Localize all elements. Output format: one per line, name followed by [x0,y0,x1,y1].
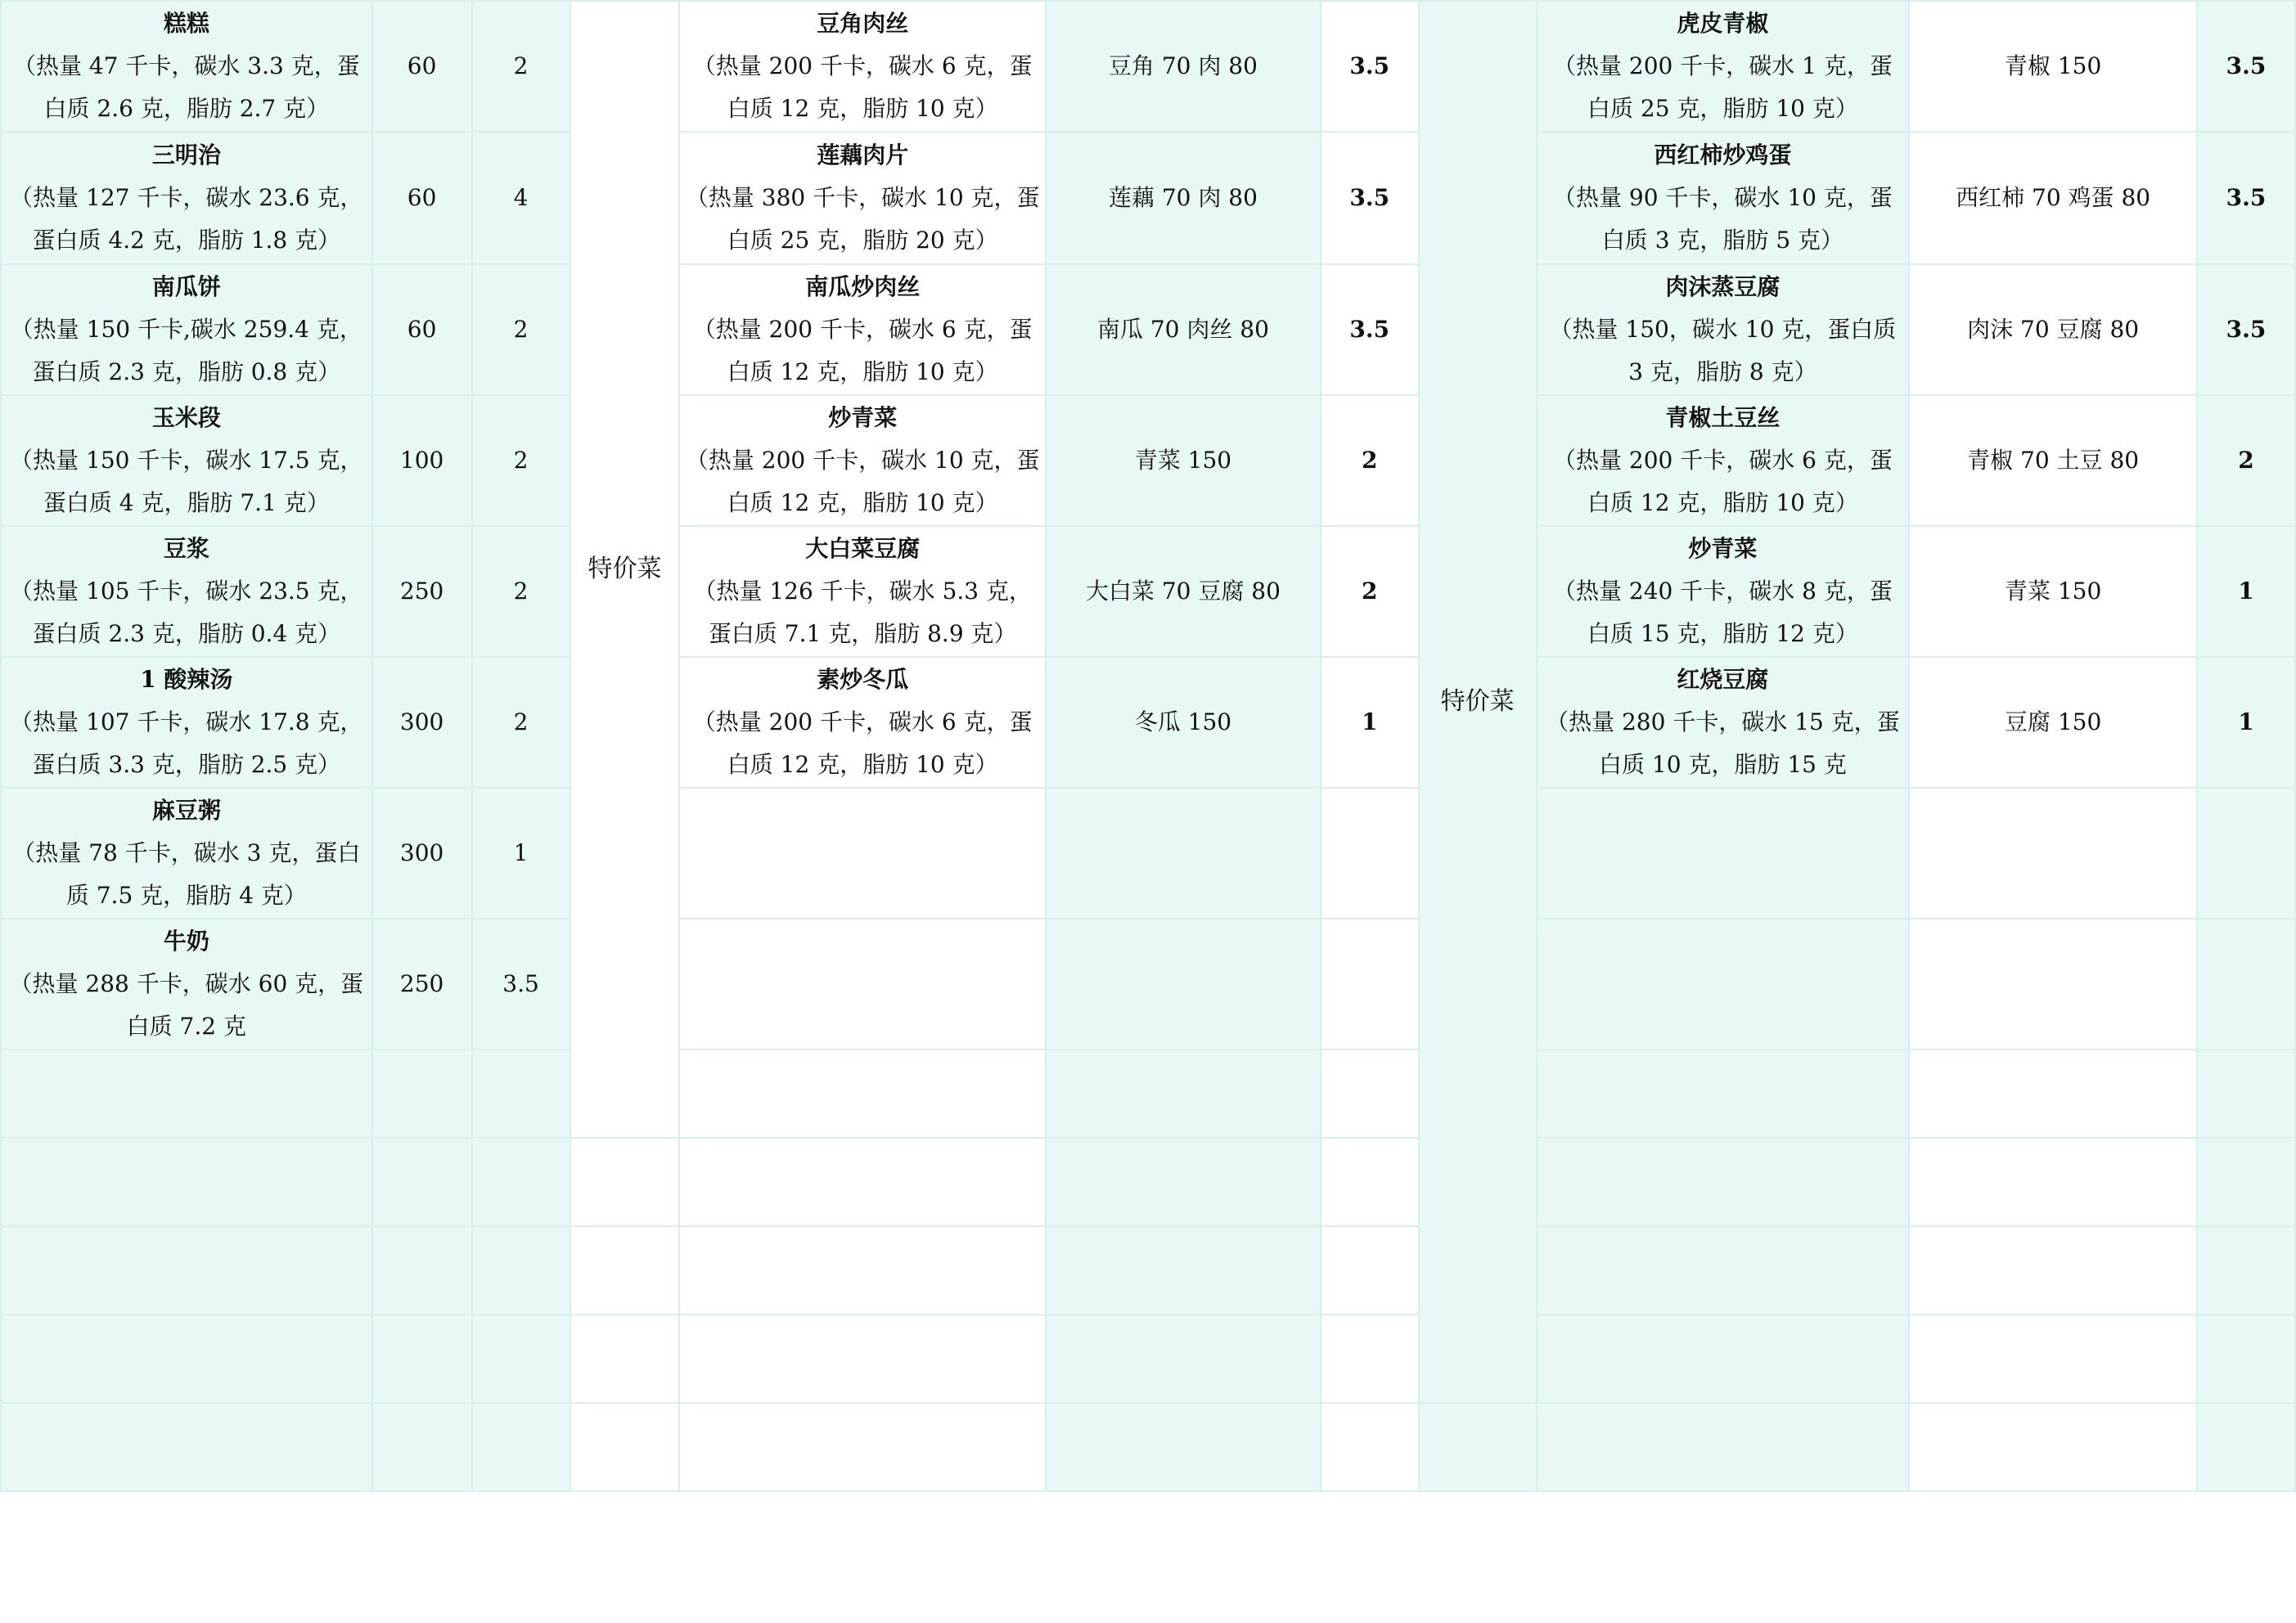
dish-name: 青椒土豆丝 [1665,404,1781,431]
dinner-price [2197,1,2295,132]
dish-name: 玉米段 [151,404,221,431]
lunch-dish [679,395,1046,526]
breakfast-price-text: 4 [513,184,529,211]
dinner-price [2197,395,2295,526]
breakfast-price [472,657,570,788]
empty-cell [472,1138,570,1226]
breakfast-item [1,919,372,1050]
dinner-price-text: 1 [2238,708,2254,735]
empty-cell [372,1315,472,1403]
lunch-price [1321,132,1419,264]
dinner-dish [1537,526,1910,657]
table-row [1,1315,2295,1403]
lunch-dish [679,1,1046,132]
dinner-ingredients-text: 豆腐 150 [2004,708,2102,735]
empty-cell [1537,788,1910,919]
breakfast-amount-text: 60 [407,316,437,343]
dish-nutrition: （热量 200 千卡，碳水 6 克，蛋白质 12 克，脂肪 10 克） [692,708,1033,778]
lunch-dish [679,264,1046,395]
table-row [1,919,2295,1050]
dinner-ingredients [1909,657,2197,788]
dish-name: 莲藕肉片 [817,142,909,169]
dish-nutrition: （热量 105 千卡，碳水 23.5 克，蛋白质 2.3 克，脂肪 0.4 克） [10,578,363,647]
lunch-price [1321,1,1419,132]
dinner-price-text: 3.5 [2226,316,2267,343]
lunch-price-text: 3.5 [1349,52,1390,79]
dish-nutrition: （热量 200 千卡，碳水 1 克，蛋白质 25 克，脂肪 10 克） [1552,52,1893,122]
empty-cell [1321,919,1419,1050]
dish-name: 炒青菜 [1688,535,1758,562]
breakfast-amount [372,788,472,919]
table-row [1,264,2295,395]
empty-cell [570,1403,680,1491]
breakfast-item [1,1,372,132]
dinner-price [2197,657,2295,788]
lunch-ingredients [1046,395,1321,526]
empty-cell [1321,1403,1419,1491]
dish-nutrition: （热量 47 千卡，碳水 3.3 克，蛋白质 2.6 克，脂肪 2.7 克） [12,52,360,122]
lunch-price-text: 1 [1362,708,1378,735]
dinner-dish [1537,395,1910,526]
empty-cell [1537,1403,1910,1491]
empty-cell [472,1403,570,1491]
empty-cell [2197,1138,2295,1226]
dinner-special-text: 特价菜 [1440,687,1515,716]
breakfast-price [472,264,570,395]
breakfast-amount-text: 300 [399,839,444,866]
empty-cell [570,1315,680,1403]
dish-name: 南瓜饼 [151,273,221,300]
empty-cell [1537,1138,1910,1226]
empty-cell [1909,1138,2197,1226]
dinner-price-text: 3.5 [2226,52,2267,79]
breakfast-amount-text: 300 [399,708,444,735]
dish-name: 肉沫蒸豆腐 [1665,273,1781,300]
dish-nutrition: （热量 150 千卡,碳水 259.4 克，蛋白质 2.3 克，脂肪 0.8 克） [10,316,362,385]
lunch-ingredients [1046,657,1321,788]
breakfast-price [472,395,570,526]
lunch-price [1321,395,1419,526]
empty-cell [1046,1315,1321,1403]
dinner-ingredients [1909,395,2197,526]
dinner-price [2197,132,2295,264]
empty-cell [1,1226,372,1315]
empty-cell [1419,1403,1537,1491]
dish-name: 三明治 [151,142,221,169]
breakfast-price-text: 2 [513,447,529,474]
dinner-price [2197,264,2295,395]
dish-nutrition: （热量 127 千卡，碳水 23.6 克，蛋白质 4.2 克，脂肪 1.8 克） [10,184,363,254]
dinner-special-label [1419,1,1537,1403]
lunch-ingredients [1046,526,1321,657]
dish-nutrition: （热量 90 千卡，碳水 10 克，蛋白质 3 克，脂肪 5 克） [1552,184,1893,254]
dinner-price-text: 2 [2238,447,2254,474]
empty-cell [372,1138,472,1226]
breakfast-amount [372,132,472,264]
breakfast-price-text: 2 [513,52,529,79]
empty-cell [679,1138,1046,1226]
empty-cell [679,1403,1046,1491]
dish-nutrition: （热量 150 千卡，碳水 17.5 克，蛋白质 4 克，脂肪 7.1 克） [10,447,363,516]
dish-name: 西红柿炒鸡蛋 [1654,142,1792,169]
empty-cell [679,1050,1046,1138]
empty-cell [1909,919,2197,1050]
lunch-price [1321,526,1419,657]
table-row [1,1050,2295,1138]
dish-name: 豆角肉丝 [817,10,909,37]
dish-nutrition: （热量 288 千卡，碳水 60 克，蛋白质 7.2 克 [9,970,364,1040]
empty-cell [1,1315,372,1403]
dinner-price-text: 1 [2238,578,2254,605]
breakfast-amount-text: 250 [399,578,444,605]
breakfast-item [1,264,372,395]
lunch-price-text: 3.5 [1349,316,1390,343]
breakfast-amount-text: 100 [399,447,444,474]
empty-cell [372,1403,472,1491]
dinner-price [2197,526,2295,657]
lunch-ingredients-text: 冬瓜 150 [1134,708,1232,735]
dish-nutrition: （热量 200 千卡，碳水 10 克，蛋白质 12 克，脂肪 10 克） [685,447,1040,516]
lunch-ingredients-text: 南瓜 70 肉丝 80 [1096,316,1269,343]
lunch-dish [679,657,1046,788]
dinner-ingredients [1909,132,2197,264]
table-row [1,788,2295,919]
breakfast-amount [372,1,472,132]
dinner-ingredients [1909,264,2197,395]
empty-cell [372,1226,472,1315]
empty-cell [1537,1315,1910,1403]
empty-cell [1537,919,1910,1050]
dinner-dish [1537,132,1910,264]
empty-cell [1321,1050,1419,1138]
empty-cell [1046,1403,1321,1491]
lunch-ingredients [1046,264,1321,395]
dish-nutrition: （热量 380 千卡，碳水 10 克，蛋白质 25 克，脂肪 20 克） [685,184,1040,254]
breakfast-price [472,788,570,919]
dinner-ingredients-text: 青菜 150 [2004,578,2102,605]
empty-cell [372,1050,472,1138]
dinner-ingredients-text: 青椒 70 土豆 80 [1967,447,2140,474]
empty-cell [1537,1050,1910,1138]
lunch-ingredients [1046,1,1321,132]
lunch-ingredients-text: 大白菜 70 豆腐 80 [1085,578,1281,605]
breakfast-price-text: 2 [513,708,529,735]
empty-cell [570,1226,680,1315]
breakfast-price [472,919,570,1050]
lunch-price [1321,264,1419,395]
dish-name: 南瓜炒肉丝 [805,273,921,300]
breakfast-price [472,1,570,132]
breakfast-price-text: 1 [513,839,529,866]
empty-cell [1321,1315,1419,1403]
lunch-ingredients [1046,132,1321,264]
empty-cell [1537,1226,1910,1315]
breakfast-amount-text: 60 [407,184,437,211]
dish-name: 糕糕 [163,10,209,37]
dish-nutrition: （热量 200 千卡，碳水 6 克，蛋白质 12 克，脂肪 10 克） [1552,447,1893,516]
dish-nutrition: （热量 78 千卡，碳水 3 克，蛋白质 7.5 克，脂肪 4 克） [12,839,361,909]
dish-name: 麻豆粥 [151,797,221,824]
empty-cell [679,1315,1046,1403]
table-row [1,657,2295,788]
breakfast-item [1,657,372,788]
empty-cell [1321,788,1419,919]
lunch-special-text: 特价菜 [588,555,662,583]
empty-cell [1909,1315,2197,1403]
dish-name: 1 酸辣汤 [140,666,233,693]
breakfast-item [1,132,372,264]
lunch-price-text: 3.5 [1349,184,1390,211]
empty-cell [1,1138,372,1226]
empty-cell [2197,1315,2295,1403]
empty-cell [1909,1403,2197,1491]
dish-name: 大白菜豆腐 [805,535,921,562]
dinner-price-text: 3.5 [2226,184,2267,211]
empty-cell [1046,1226,1321,1315]
lunch-price-text: 2 [1362,578,1378,605]
table-row [1,132,2295,264]
empty-cell [1046,1050,1321,1138]
table-row [1,526,2295,657]
dish-nutrition: （热量 240 千卡，碳水 8 克，蛋白质 15 克，脂肪 12 克） [1552,578,1893,647]
dish-name: 素炒冬瓜 [817,666,909,693]
empty-cell [1046,1138,1321,1226]
empty-cell [1046,788,1321,919]
dish-name: 虎皮青椒 [1677,10,1769,37]
empty-cell [1,1050,372,1138]
lunch-special-label [570,1,680,1138]
dish-nutrition: （热量 150，碳水 10 克，蛋白质 3 克，脂肪 8 克） [1549,316,1897,385]
empty-cell [679,788,1046,919]
lunch-dish [679,526,1046,657]
empty-cell [1909,1226,2197,1315]
dinner-ingredients-text: 青椒 150 [2004,52,2102,79]
breakfast-amount [372,526,472,657]
dinner-ingredients [1909,1,2197,132]
table-row [1,1138,2295,1226]
breakfast-amount-text: 60 [407,52,437,79]
dinner-ingredients [1909,526,2197,657]
lunch-price-text: 2 [1362,447,1378,474]
breakfast-item [1,526,372,657]
empty-cell [570,1138,680,1226]
empty-cell [1,1403,372,1491]
dish-nutrition: （热量 107 千卡，碳水 17.8 克，蛋白质 3.3 克，脂肪 2.5 克） [10,708,363,778]
breakfast-price-text: 2 [513,578,529,605]
table-row [1,395,2295,526]
breakfast-amount [372,264,472,395]
lunch-dish [679,132,1046,264]
dish-nutrition: （热量 200 千卡，碳水 6 克，蛋白质 12 克，脂肪 10 克） [692,52,1033,122]
breakfast-amount [372,657,472,788]
empty-cell [2197,1403,2295,1491]
empty-cell [472,1315,570,1403]
breakfast-price-text: 2 [513,316,529,343]
dish-nutrition: （热量 280 千卡，碳水 15 克，蛋白质 10 克，脂肪 15 克 [1546,708,1900,778]
dinner-ingredients-text: 西红柿 70 鸡蛋 80 [1956,184,2151,211]
dish-nutrition: （热量 126 千卡，碳水 5.3 克，蛋白质 7.1 克，脂肪 8.9 克） [693,578,1033,647]
dinner-dish [1537,264,1910,395]
empty-cell [1321,1226,1419,1315]
dish-nutrition: （热量 200 千卡，碳水 6 克，蛋白质 12 克，脂肪 10 克） [692,316,1033,385]
table-row [1,1226,2295,1315]
breakfast-price-text: 3.5 [502,970,539,997]
dish-name: 牛奶 [163,928,209,955]
breakfast-price [472,526,570,657]
dinner-dish [1537,657,1910,788]
table-row [1,1,2295,132]
lunch-price [1321,657,1419,788]
breakfast-amount [372,395,472,526]
lunch-ingredients-text: 豆角 70 肉 80 [1108,52,1258,79]
table-row [1,1403,2295,1491]
dinner-dish [1537,1,1910,132]
empty-cell [2197,788,2295,919]
empty-cell [679,1226,1046,1315]
empty-cell [472,1050,570,1138]
breakfast-amount [372,919,472,1050]
breakfast-price [472,132,570,264]
breakfast-amount-text: 250 [399,970,444,997]
empty-cell [2197,919,2295,1050]
dish-name: 红烧豆腐 [1677,666,1769,693]
dish-name: 豆浆 [163,535,209,562]
empty-cell [1909,1050,2197,1138]
lunch-ingredients-text: 莲藕 70 肉 80 [1108,184,1258,211]
empty-cell [679,919,1046,1050]
empty-cell [472,1226,570,1315]
empty-cell [2197,1226,2295,1315]
lunch-ingredients-text: 青菜 150 [1134,447,1232,474]
empty-cell [1909,788,2197,919]
breakfast-item [1,788,372,919]
empty-cell [2197,1050,2295,1138]
dish-name: 炒青菜 [828,404,898,431]
empty-cell [1321,1138,1419,1226]
empty-cell [1046,919,1321,1050]
dinner-ingredients-text: 肉沫 70 豆腐 80 [1967,316,2140,343]
breakfast-item [1,395,372,526]
